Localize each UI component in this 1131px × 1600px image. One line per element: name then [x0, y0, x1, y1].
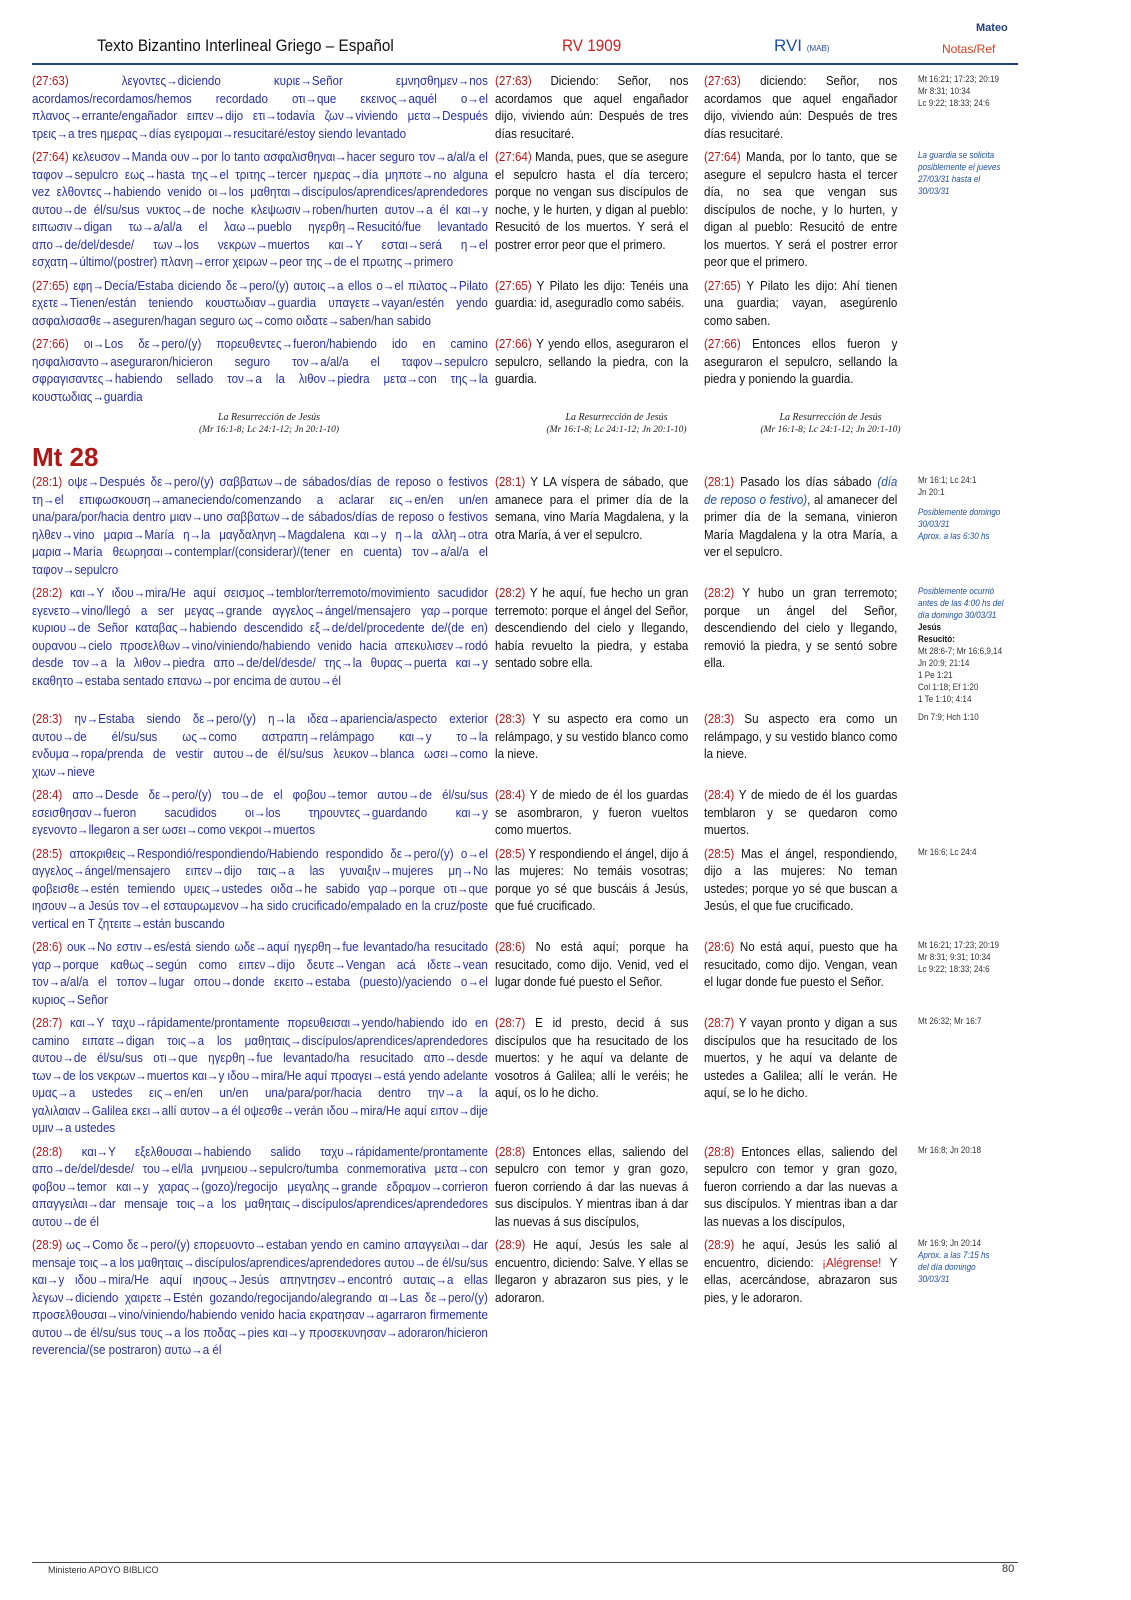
verse-ref: (28:4): [32, 788, 63, 802]
section-title: La Resurrección de Jesús: [565, 412, 668, 423]
interlinear-words: εφη→Decía/Estaba diciendo δε→pero/(y) αυτοις→a ellos ο→el πιλατος→Pilato εχετε→Tienen/están teniendo κουστωδιαν→guardia υπαγετε→vayan/estén yendo ασφαλισασθε→aseguren/hagan seguro ως→como οιδατε→saben/han sabido: [32, 278, 488, 328]
note-comment: Aprox. a las 7:15 hs: [917, 1250, 990, 1260]
note-comment: 30/03/31: [917, 519, 950, 529]
interlinear-text: [32, 1144, 488, 1232]
note-ref: Mr 16:9; Jn 20:14: [917, 1238, 981, 1248]
verse-ref: (27:64): [32, 150, 69, 164]
interlinear-words: και→Y ιδου→mira/He aquí σεισμος→temblor/terremoto/movimiento sacudidor εγενετο→vino/llegó a ser μεγας→grande αγγελος→ángel/mensajero γαρ→porque κυριου→de Señor καταβας→habiendo descendido εξ→de/del/procedente de/(de en) ουρανου→cielo προσελθων→vino/viniendo/habiendo venido hacia απεκυλισεν→rodó desde τον→a la λιθον→piedra απο→de/del/desde/ της→la θυρας→puerta και→y εκαθητο→estaba sentado επανω→por encima de αυτου→él: [32, 586, 488, 688]
rvi-verse-part: he aquí, Jesús les salió al encuentro, diciendo:: [703, 1238, 898, 1270]
rvi-text: [704, 1144, 897, 1232]
rvi-text: [704, 73, 897, 143]
rvi-verse: Mas el ángel, respondiendo, dijo a las mujeres: No teman ustedes; porque yo sé que buscan a Jesús, el que fue crucificado.: [703, 846, 898, 913]
verse-ref: (27:65): [32, 278, 69, 293]
interlinear-text: [32, 149, 488, 272]
verse-ref: (28:1): [703, 475, 734, 489]
note-ref: Mt 16:21; 17:23; 20:19: [917, 940, 999, 950]
verse-row: [32, 939, 1022, 1009]
verse-row: [32, 787, 1022, 840]
verse-ref: (28:5): [32, 846, 63, 861]
notes-cell: [918, 149, 1012, 272]
note-ref: Mt 28:6-7; Mr 16:6,9,14: [917, 646, 1003, 656]
page-number: 80: [1002, 1563, 1015, 1575]
note-ref: 1 Te 1:10; 4:14: [917, 694, 972, 704]
note-heading: Jesús: [917, 622, 941, 632]
interlinear-text: [32, 711, 488, 781]
verse-ref: (27:64): [703, 150, 741, 164]
verse-ref: (28:2): [703, 586, 734, 600]
interlinear-text: [32, 846, 488, 934]
notes-cell: [918, 1237, 1012, 1360]
verse-ref: (28:8): [703, 1144, 734, 1159]
notes-cell: [918, 585, 1012, 705]
verse-ref: (27:66): [703, 337, 741, 351]
rv1909-verse: Y Pilato les dijo: Tenéis una guardia: id, aseguradlo como sabéis.: [494, 278, 688, 310]
note-ref: Lc 9:22; 18:33; 24:6: [917, 964, 990, 974]
rv1909-text: [495, 73, 688, 143]
verse-ref: (28:5): [494, 846, 525, 861]
section-heading-rv1909: [513, 412, 720, 436]
rv1909-verse: Y de miedo de él los guardas se asombraron, y fueron vueltos como muertos.: [494, 788, 688, 837]
verse-row: [32, 1015, 1022, 1138]
notes-cell: [918, 1144, 1012, 1232]
page-header-title: Texto Bizantino Interlineal Griego – Español: [97, 36, 394, 55]
verse-ref: (28:6): [703, 940, 734, 954]
interlinear-text: [32, 585, 488, 705]
rvi-sublabel: (MAB): [806, 44, 830, 53]
note-comment: 30/03/31: [917, 186, 950, 196]
note-ref: Lc 9:22; 18:33; 24:6: [917, 98, 990, 108]
interlinear-text: [32, 474, 488, 579]
note-heading: Resucitó:: [917, 634, 955, 644]
verse-ref: (27:63): [32, 74, 69, 88]
notes-cell: [918, 846, 1012, 934]
rv1909-verse: He aquí, Jesús les sale al encuentro, diciendo: Salve. Y ellas se llegaron y abrazaron sus pies, y le adoraron.: [494, 1238, 688, 1305]
footer-ministry: Ministerio APOYO BIBLICO: [48, 1565, 159, 1575]
rv1909-text: [495, 149, 688, 272]
verse-ref: (28:9): [32, 1238, 63, 1252]
verse-row: [32, 149, 1022, 272]
verse-ref: (28:7): [32, 1016, 63, 1030]
note-ref: Mr 8:31; 10:34: [917, 86, 971, 96]
note-comment: del día domingo: [917, 1262, 976, 1272]
rv1909-text: [495, 939, 688, 1009]
header-rule: [32, 63, 1018, 65]
rvi-verse: Y Pilato les dijo: Ahí tienen una guardia; vayan, asegúrenlo como saben.: [703, 278, 898, 328]
note-ref: Mr 16:8; Jn 20:18: [917, 1144, 981, 1155]
notes-cell: [918, 711, 1012, 781]
verse-ref: (28:5): [703, 846, 734, 861]
rv1909-verse: Y su aspecto era como un relámpago, y su vestido blanco como la nieve.: [494, 712, 688, 761]
verse-row: [32, 73, 1022, 143]
rvi-verse: Entonces ellas, saliendo del sepulcro con temor y gran gozo, fueron corriendo a dar las nuevas a sus discípulos. Y mientras iban a dar las nuevas a los discípulos,: [703, 1144, 898, 1229]
column-header-rv1909: RV 1909: [562, 36, 622, 55]
notes-cell: [918, 73, 1012, 143]
note-ref: Mt 16:21; 17:23; 20:19: [917, 74, 999, 84]
rv1909-text: [495, 846, 688, 934]
rvi-text: [704, 474, 897, 579]
rv1909-text: [495, 336, 688, 406]
verse-ref: (28:8): [32, 1144, 63, 1159]
rv1909-text: [495, 474, 688, 579]
rvi-verse-emphasis: ¡Alégrense!: [821, 1255, 882, 1270]
interlinear-text: [32, 1015, 488, 1138]
interlinear-text: [32, 939, 488, 1009]
rvi-verse: Y vayan pronto y digan a sus discípulos que ha resucitado de los muertos, y he aquí va delante de ustedes a Galilea; allí le verán. He aquí, se lo he dicho.: [703, 1016, 898, 1100]
footer-rule: [32, 1562, 1018, 1563]
rv1909-verse: Y he aquí, fue hecho un gran terremoto: porque el ángel del Señor, descendiendo del cielo y llegando, había revuelto la piedra, y estaba sentado sobre ella.: [494, 586, 688, 670]
interlinear-words: λεγοντες→diciendo κυριε→Señor εμνησθημεν→nos acordamos/recordamos/hemos recordado οτι→que εκεινος→aquél ο→el πλανος→errante/engañador ειπεν→dijo ετι→todavía ζων→viviendo μετα→Después τρεις→a tres ημερας→días εγειρομαι→resucitaré/estoy siendo levantado: [32, 74, 488, 141]
rv1909-verse: Manda, pues, que se asegure el sepulcro hasta el día tercero; porque no vengan sus discípulos de noche, y le hurten, y digan al pueblo: Resucitó de los muertos. Y será el postrer error peor que el primero.: [494, 150, 688, 252]
note-comment: Posiblemente ocurrió: [917, 586, 994, 596]
verse-row: [32, 336, 1022, 406]
note-ref: Jn 20:1: [917, 487, 945, 497]
rvi-verse: Y hubo un gran terremoto; porque un ángel del Señor, descendiendo del cielo y llegando, removió la piedra, y se sentó sobre ella.: [703, 586, 898, 670]
rv1909-text: [495, 1144, 688, 1232]
section-parallels: (Mr 16:1-8; Lc 24:1-12; Jn 20:1-10): [546, 425, 687, 435]
verse-ref: (27:63): [703, 74, 741, 88]
rv1909-verse: Entonces ellas, saliendo del sepulcro con temor y gran gozo, fueron corriendo á dar las nuevas á sus discípulos. Y mientras iban á dar las nuevas á sus discípulos,: [494, 1144, 688, 1229]
interlinear-words: απο→Desde δε→pero/(y) του→de el φοβου→temor αυτου→de él/su/sus εσεισθησαν→fueron sacudidos οι→los τηρουντες→guardando και→y εγενοντο→llegaron a ser ωσει→como νεκροι→muertos: [32, 788, 488, 837]
verse-row: [32, 585, 1022, 705]
rvi-verse: Entonces ellos fueron y aseguraron el sepulcro, sellando la piedra y poniendo la guardia.: [703, 337, 898, 386]
note-ref: Col 1:18; Ef 1:20: [917, 682, 979, 692]
note-comment: 27/03/31 hasta el: [917, 174, 981, 184]
verse-ref: (27:64): [494, 150, 532, 164]
rvi-verse-part: , al amanecer del primer día de la semana, vinieron María Magdalena y la otra María, a ver el sepulcro.: [703, 492, 898, 559]
interlinear-words: ως→Como δε→pero/(y) επορευοντο→estaban yendo en camino απαγγειλαι→dar mensaje τοις→a los μαθηταις→discípulos/aprendices/aprendedores αυτου→de él/su/sus και→y ιδου→mira/He aquí ιησους→Jesús απηντησεν→encontró αυταις→a ellas λεγων→diciendo χαιρετε→Estén gozando/regocijando/alegrando αι→Las δε→pero/(y) προσελθουσαι→vino/viniendo/habiendo venido hacia εκρατησαν→agarraron firmemente αυτου→de él/su/sus τους→a los ποδας→pies και→y προσεκυνησαν→adoraron/hicieron reverencia/(se postraron) αυτω→a él: [32, 1238, 488, 1357]
verse-row: [32, 846, 1022, 934]
section-title: La Resurrección de Jesús: [779, 412, 882, 423]
verse-ref: (28:4): [703, 788, 734, 802]
rvi-label: RVI: [774, 36, 803, 55]
verse-ref: (28:8): [494, 1144, 525, 1159]
verse-ref: (28:1): [32, 475, 63, 489]
note-comment: Posiblemente domingo: [917, 507, 1001, 517]
verse-row: [32, 1237, 1022, 1360]
rvi-verse-part: Y ellas, acercándose, abrazaron sus pies, y le adoraron.: [703, 1255, 898, 1305]
note-comment: La guardia se solicita: [917, 150, 994, 160]
verse-ref: (28:3): [32, 712, 63, 726]
interlinear-words: κελευσον→Manda ουν→por lo tanto ασφαλισθηναι→hacer seguro τον→a/al/a el ταφον→sepulcro εως→hasta της→el τριτης→tercer ημερας→día μηποτε→no alguna vez ελθοντες→habiendo venido οι→los μαθηται→discípulos/aprendices/aprendedores αυτου→de él/su/sus νυκτος→de noche κλεψωσιν→roben/hurten αυτον→a él και→y ειπωσιν→digan τω→a/al/a el λαω→pueblo ηγερθη→Resucitó/fue levantado απο→de/del/desde/ των→los νεκρων→muertos και→Y εσται→será η→el εσχατη→último/(postrer) πλανη→error χειρων→peor της→de el πρωτης→primero: [32, 150, 488, 269]
note-ref: Mt 26:32; Mr 16:7: [917, 1016, 982, 1026]
rv1909-text: [495, 278, 688, 331]
verse-ref: (28:7): [703, 1016, 734, 1030]
section-title: La Resurrección de Jesús: [217, 412, 321, 423]
section-heading-interlinear: [32, 412, 506, 436]
rvi-text: [704, 1015, 897, 1138]
note-comment: antes de las 4:00 hs del: [917, 598, 1004, 608]
verse-ref: (27:65): [703, 278, 741, 293]
notes-cell: [918, 1015, 1012, 1138]
content: [32, 73, 1022, 1366]
note-comment: 30/03/31: [917, 1274, 950, 1284]
rv1909-verse: Y respondiendo el ángel, dijo á las mujeres: No temáis vosotras; porque yo sé que buscáis á Jesús, que fué crucificado.: [494, 846, 688, 913]
rvi-text: [704, 711, 897, 781]
interlinear-words: αποκριθεις→Respondió/respondiendo/Habiendo respondido δε→pero/(y) ο→el αγγελος→ángel/mensajero ειπεν→dijo ταις→a las γυναιξιν→mujeres μη→No φοβεισθε→estén temiendo υμεις→ustedes οιδα→he sabido γαρ→porque οτι→que ιησουν→a Jesús τον→el εσταυρωμενον→ha sido crucificado/empalado en la cruz/poste vertical en T ζητειτε→están buscando: [32, 846, 488, 931]
rvi-text: [704, 939, 897, 1009]
rvi-verse: Su aspecto era como un relámpago, y su vestido blanco como la nieve.: [703, 712, 898, 761]
section-parallels: (Mr 16:1-8; Lc 24:1-12; Jn 20:1-10): [760, 425, 901, 435]
section-parallels: (Mr 16:1-8; Lc 24:1-12; Jn 20:1-10): [198, 425, 340, 435]
rv1909-text: [495, 1015, 688, 1138]
rvi-verse-emphasis: (día de reposo o festivo): [703, 475, 898, 507]
notes-cell: [918, 474, 1012, 579]
rvi-text: [704, 585, 897, 705]
note-ref: Mr 8:31; 9:31; 10:34: [917, 952, 991, 962]
interlinear-words: ην→Estaba siendo δε→pero/(y) η→la ιδεα→apariencia/aspecto exterior αυτου→de él/su/sus ως→como αστραπη→relámpago και→y το→la ενδυμα→ropa/prenda de vestir αυτου→de él/su/sus λευκον→blanca ωσει→como χιων→nieve: [32, 712, 488, 779]
verse-ref: (28:4): [494, 788, 525, 802]
verse-row: [32, 474, 1022, 579]
rvi-verse: Manda, por lo tanto, que se asegure el sepulcro hasta el tercer día, no sea que vengan sus discípulos de noche, y lo hurten, y digan al pueblo: Resucitó de entre los muertos. Y será el postrer error peor que el primero.: [703, 150, 898, 269]
verse-ref: (28:3): [494, 712, 525, 726]
rv1909-text: [495, 711, 688, 781]
rv1909-text: [495, 1237, 688, 1360]
rvi-text: [704, 278, 897, 331]
rvi-text: [704, 846, 897, 934]
verse-row: [32, 1144, 1022, 1232]
rvi-text: [704, 787, 897, 840]
note-comment: Aprox. a las 6:30 hs: [917, 531, 990, 541]
notes-cell: [918, 787, 1012, 840]
chapter-heading: Mt 28: [32, 442, 99, 472]
note-comment: posiblemente el jueves: [917, 162, 1001, 172]
verse-ref: (28:6): [494, 940, 525, 954]
interlinear-text: [32, 278, 488, 331]
rvi-text: [704, 336, 897, 406]
note-ref: 1 Pe 1:21: [917, 670, 953, 680]
verse-ref: (28:9): [494, 1238, 525, 1252]
interlinear-words: και→Y ταχυ→rápidamente/prontamente πορευθεισαι→yendo/habiendo ido en camino ειπατε→digan τοις→a los μαθηταις→discípulos/aprendices/aprendedores αυτου→de él/su/sus οτι→que ηγερθη→fue levantado/ha resucitado απο→desde των→de los νεκρων→muertos και→y ιδου→mira/He aquí προαγει→está yendo adelante υμας→a ustedes εις→en/en un/en una/para/por/hacia dentro την→a la γαλιλαιαν→Galilea εκει→allí αυτον→a él οψεσθε→verán ιδου→mira/He aquí ειπον→dije υμιν→a ustedes: [32, 1016, 488, 1135]
rv1909-verse: Y yendo ellos, aseguraron el sepulcro, sellando la piedra, con la guardia.: [494, 337, 688, 386]
verse-ref: (27:65): [494, 278, 532, 293]
rvi-verse: No está aquí, puesto que ha resucitado, como dijo. Vengan, vean el lugar donde fue puesto el Señor.: [703, 940, 898, 989]
note-comment: día domingo 30/03/31: [917, 610, 997, 620]
notes-cell: [918, 336, 1012, 406]
interlinear-text: [32, 1237, 488, 1360]
interlinear-words: και→Y εξελθουσαι→habiendo salido ταχυ→rápidamente/prontamente απο→de/del/desde/ του→el/la μνημειου→sepulcro/tumba conmemorativa μετα→con φοβου→temor και→y χαρας→(gozo)/regocijo μεγαλης→grande εδραμον→corrieron απαγγειλαι→dar mensaje τοις→a los μαθηταις→discípulos/aprendices/aprendedores αυτου→de él: [32, 1144, 488, 1229]
rv1909-verse: No está aquí; porque ha resucitado, como dijo. Venid, ved el lugar donde fué puesto el Señor.: [494, 940, 688, 989]
column-header-rvi: [774, 36, 829, 56]
interlinear-text: [32, 73, 488, 143]
rv1909-verse: Diciendo: Señor, nos acordamos que aquel engañador dijo, viviendo aún: Después de tres días resucitaré.: [494, 74, 688, 141]
interlinear-text: [32, 787, 488, 840]
interlinear-words: οι→Los δε→pero/(y) πορευθεντες→fueron/habiendo ido en camino ησφαλισαντο→aseguraron/hicieron seguro τον→a/al/a el ταφον→sepulcro σφραγισαντες→habiendo sellado τον→a la λιθον→piedra μετα→con της→la κουστωδιας→guardia: [32, 337, 488, 404]
verse-ref: (28:9): [703, 1238, 734, 1252]
verse-ref: (28:2): [494, 586, 525, 600]
verse-ref: (28:2): [32, 586, 63, 600]
note-ref: Mr 16:6; Lc 24:4: [917, 846, 977, 857]
rv1909-verse: Y LA víspera de sábado, que amanece para el primer día de la semana, vino María Magdalena, y la otra María, á ver el sepulcro.: [494, 475, 688, 542]
note-ref: Dn 7:9; Hch 1:10: [917, 712, 979, 722]
verse-row: [32, 278, 1022, 331]
interlinear-words: οψε→Después δε→pero/(y) σαββατων→de sábados/días de reposo o festivos τη→el επιφωσκουση→amaneciendo/comenzando a aclarar εις→en/en un/en una/para/por/hacia dentro μιαν→uno σαββατων→de sábados/días de reposo o festivos ηλθεν→vino μαρια→María η→la μαγδαληνη→Magdalena και→y η→la αλλη→otra μαρια→María θεωρησαι→contemplar/(considerar)/(tener en cuenta) τον→a/al/a el ταφον→sepulcro: [32, 475, 488, 577]
rvi-text: [704, 149, 897, 272]
notes-cell: [918, 939, 1012, 1009]
verse-ref: (27:66): [32, 337, 69, 351]
verse-ref: (28:6): [32, 940, 63, 954]
notes-cell: [918, 278, 1012, 331]
verse-row: [32, 711, 1022, 781]
rvi-verse: diciendo: Señor, nos acordamos que aquel engañador dijo, viviendo aún: Después de tres días resucitaré.: [703, 74, 898, 141]
book-name: Mateo: [976, 22, 1008, 34]
interlinear-words: ουκ→No εστιν→es/está siendo ωδε→aquí ηγερθη→fue levantado/ha resucitado γαρ→porque καθως→según como ειπεν→dijo δευτε→Vengan acá ιδετε→vean τον→a/al/a el τοπον→lugar οπου→donde εκειτο→estaba (puesto)/yaciendo ο→el κυριος→Señor: [32, 940, 488, 1007]
section-heading: [32, 412, 1022, 436]
rvi-verse: Y de miedo de él los guardas temblaron y se quedaron como muertos.: [703, 788, 898, 837]
rvi-verse-part: Pasado los días sábado: [739, 475, 878, 489]
column-header-notes: Notas/Ref: [942, 42, 996, 56]
verse-ref: (27:66): [494, 337, 532, 351]
verse-ref: (27:63): [494, 74, 532, 88]
verse-ref: (28:1): [494, 475, 525, 489]
verse-ref: (28:7): [494, 1016, 525, 1030]
rv1909-verse: E id presto, decid á sus discípulos que ha resucitado de los muertos: y he aquí va delante de vosotros á Galilea; allí le veréis; he aquí, os lo he dicho.: [494, 1016, 688, 1100]
interlinear-text: [32, 336, 488, 406]
note-ref: Mr 16:1; Lc 24:1: [917, 475, 977, 485]
verse-ref: (28:3): [703, 712, 734, 726]
rv1909-text: [495, 787, 688, 840]
note-ref: Jn 20:9; 21:14: [917, 658, 970, 668]
rv1909-text: [495, 585, 688, 705]
section-heading-rvi: [727, 412, 934, 436]
rvi-text: [704, 1237, 897, 1360]
